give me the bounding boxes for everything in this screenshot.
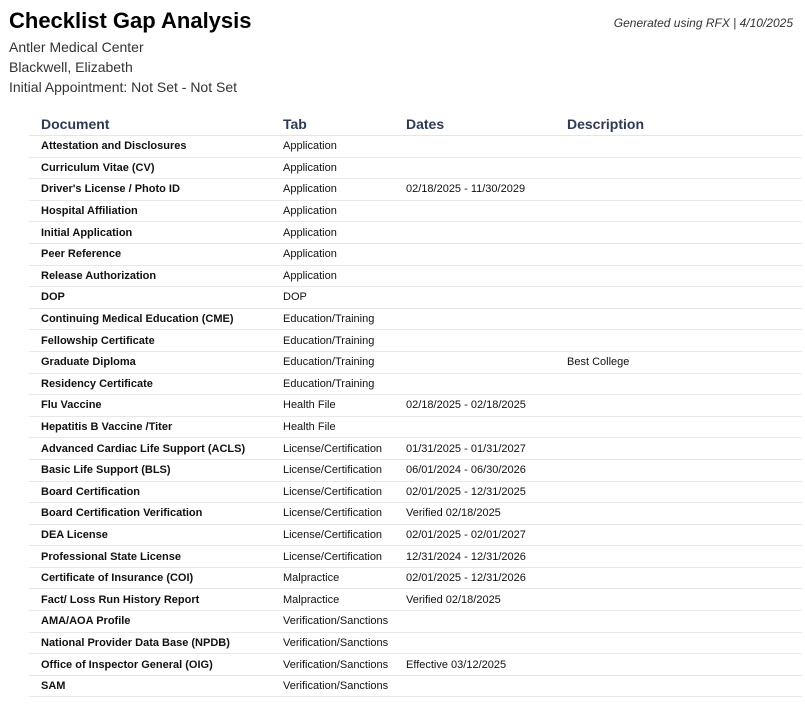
dates-cell: 02/18/2025 - 02/18/2025	[394, 395, 555, 417]
tab-cell: Application	[271, 265, 394, 287]
column-header-document: Document	[29, 113, 271, 136]
table-row	[29, 179, 802, 201]
document-cell: Curriculum Vitae (CV)	[29, 157, 271, 179]
dates-cell: Verified 02/18/2025	[394, 589, 555, 611]
dates-cell	[394, 265, 555, 287]
description-cell	[555, 481, 802, 503]
column-header-tab: Tab	[271, 113, 394, 136]
table-row	[29, 481, 802, 503]
table-row	[29, 632, 802, 654]
tab-cell: Education/Training	[271, 330, 394, 352]
table-row	[29, 524, 802, 546]
table-row	[29, 567, 802, 589]
description-cell	[555, 675, 802, 697]
document-cell: Peer Reference	[29, 243, 271, 265]
table-row	[29, 546, 802, 568]
description-cell	[555, 179, 802, 201]
dates-cell	[394, 308, 555, 330]
tab-cell: Education/Training	[271, 308, 394, 330]
document-cell: National Provider Data Base (NPDB)	[29, 632, 271, 654]
table-row	[29, 222, 802, 244]
tab-cell: DOP	[271, 287, 394, 309]
gap-analysis-table	[29, 113, 802, 697]
description-cell	[555, 524, 802, 546]
document-cell: Hospital Affiliation	[29, 200, 271, 222]
tab-cell: Application	[271, 222, 394, 244]
document-cell: AMA/AOA Profile	[29, 611, 271, 633]
description-cell	[555, 373, 802, 395]
dates-cell	[394, 200, 555, 222]
provider-name: Blackwell, Elizabeth	[9, 59, 133, 75]
table-row	[29, 243, 802, 265]
tab-cell: Malpractice	[271, 567, 394, 589]
tab-cell: Verification/Sanctions	[271, 632, 394, 654]
document-cell: DOP	[29, 287, 271, 309]
description-cell	[555, 567, 802, 589]
table-row	[29, 675, 802, 697]
table-row	[29, 200, 802, 222]
description-cell	[555, 611, 802, 633]
description-cell	[555, 654, 802, 676]
document-cell: Attestation and Disclosures	[29, 136, 271, 158]
table-row	[29, 438, 802, 460]
document-cell: Advanced Cardiac Life Support (ACLS)	[29, 438, 271, 460]
table-row	[29, 157, 802, 179]
description-cell	[555, 438, 802, 460]
table-row	[29, 351, 802, 373]
tab-cell: Verification/Sanctions	[271, 675, 394, 697]
description-cell	[555, 589, 802, 611]
document-cell: Initial Application	[29, 222, 271, 244]
tab-cell: License/Certification	[271, 481, 394, 503]
column-header-description: Description	[555, 113, 802, 136]
document-cell: Release Authorization	[29, 265, 271, 287]
document-cell: Office of Inspector General (OIG)	[29, 654, 271, 676]
description-cell	[555, 200, 802, 222]
dates-cell	[394, 330, 555, 352]
table-body	[29, 136, 802, 697]
appointment-info: Initial Appointment: Not Set - Not Set	[9, 79, 238, 95]
document-cell: SAM	[29, 675, 271, 697]
dates-cell: 02/18/2025 - 11/30/2029	[394, 179, 555, 201]
document-cell: Board Certification Verification	[29, 503, 271, 525]
dates-cell	[394, 243, 555, 265]
dates-cell: Verified 02/18/2025	[394, 503, 555, 525]
description-cell	[555, 416, 802, 438]
description-cell	[555, 395, 802, 417]
document-cell: Residency Certificate	[29, 373, 271, 395]
dates-cell	[394, 157, 555, 179]
table-row	[29, 416, 802, 438]
dates-cell: Effective 03/12/2025	[394, 654, 555, 676]
description-cell	[555, 265, 802, 287]
document-cell: Flu Vaccine	[29, 395, 271, 417]
dates-cell	[394, 632, 555, 654]
page-title: Checklist Gap Analysis	[9, 8, 252, 33]
description-cell: Best College	[555, 351, 802, 373]
description-cell	[555, 222, 802, 244]
dates-cell	[394, 373, 555, 395]
document-cell: Continuing Medical Education (CME)	[29, 308, 271, 330]
document-cell: DEA License	[29, 524, 271, 546]
tab-cell: Malpractice	[271, 589, 394, 611]
document-cell: Fellowship Certificate	[29, 330, 271, 352]
document-cell: Driver's License / Photo ID	[29, 179, 271, 201]
tab-cell: Health File	[271, 395, 394, 417]
description-cell	[555, 330, 802, 352]
dates-cell: 02/01/2025 - 12/31/2026	[394, 567, 555, 589]
tab-cell: Health File	[271, 416, 394, 438]
table-row	[29, 654, 802, 676]
tab-cell: Verification/Sanctions	[271, 654, 394, 676]
organization-name: Antler Medical Center	[9, 39, 144, 55]
description-cell	[555, 503, 802, 525]
tab-cell: Application	[271, 243, 394, 265]
tab-cell: Education/Training	[271, 373, 394, 395]
document-cell: Fact/ Loss Run History Report	[29, 589, 271, 611]
table-row	[29, 503, 802, 525]
table-row	[29, 287, 802, 309]
tab-cell: Application	[271, 157, 394, 179]
document-cell: Graduate Diploma	[29, 351, 271, 373]
table-row	[29, 136, 802, 158]
tab-cell: License/Certification	[271, 546, 394, 568]
tab-cell: License/Certification	[271, 524, 394, 546]
dates-cell	[394, 416, 555, 438]
table-row	[29, 265, 802, 287]
tab-cell: License/Certification	[271, 438, 394, 460]
dates-cell	[394, 136, 555, 158]
column-header-dates: Dates	[394, 113, 555, 136]
document-cell: Certificate of Insurance (COI)	[29, 567, 271, 589]
table-row	[29, 459, 802, 481]
dates-cell	[394, 611, 555, 633]
description-cell	[555, 157, 802, 179]
document-cell: Hepatitis B Vaccine /Titer	[29, 416, 271, 438]
tab-cell: Application	[271, 136, 394, 158]
table-row	[29, 330, 802, 352]
document-cell: Professional State License	[29, 546, 271, 568]
generated-note: Generated using RFX | 4/10/2025	[613, 16, 793, 30]
description-cell	[555, 136, 802, 158]
description-cell	[555, 287, 802, 309]
dates-cell: 02/01/2025 - 02/01/2027	[394, 524, 555, 546]
document-cell: Board Certification	[29, 481, 271, 503]
table-row	[29, 611, 802, 633]
dates-cell: 06/01/2024 - 06/30/2026	[394, 459, 555, 481]
dates-cell	[394, 222, 555, 244]
dates-cell	[394, 675, 555, 697]
table-row	[29, 373, 802, 395]
tab-cell: Education/Training	[271, 351, 394, 373]
description-cell	[555, 546, 802, 568]
dates-cell	[394, 351, 555, 373]
tab-cell: Verification/Sanctions	[271, 611, 394, 633]
table-row	[29, 308, 802, 330]
description-cell	[555, 243, 802, 265]
table-row	[29, 589, 802, 611]
tab-cell: License/Certification	[271, 503, 394, 525]
tab-cell: License/Certification	[271, 459, 394, 481]
dates-cell: 02/01/2025 - 12/31/2025	[394, 481, 555, 503]
description-cell	[555, 459, 802, 481]
table-row	[29, 395, 802, 417]
tab-cell: Application	[271, 179, 394, 201]
description-cell	[555, 308, 802, 330]
table-header-row	[29, 113, 802, 136]
dates-cell: 01/31/2025 - 01/31/2027	[394, 438, 555, 460]
dates-cell: 12/31/2024 - 12/31/2026	[394, 546, 555, 568]
dates-cell	[394, 287, 555, 309]
document-cell: Basic Life Support (BLS)	[29, 459, 271, 481]
description-cell	[555, 632, 802, 654]
tab-cell: Application	[271, 200, 394, 222]
